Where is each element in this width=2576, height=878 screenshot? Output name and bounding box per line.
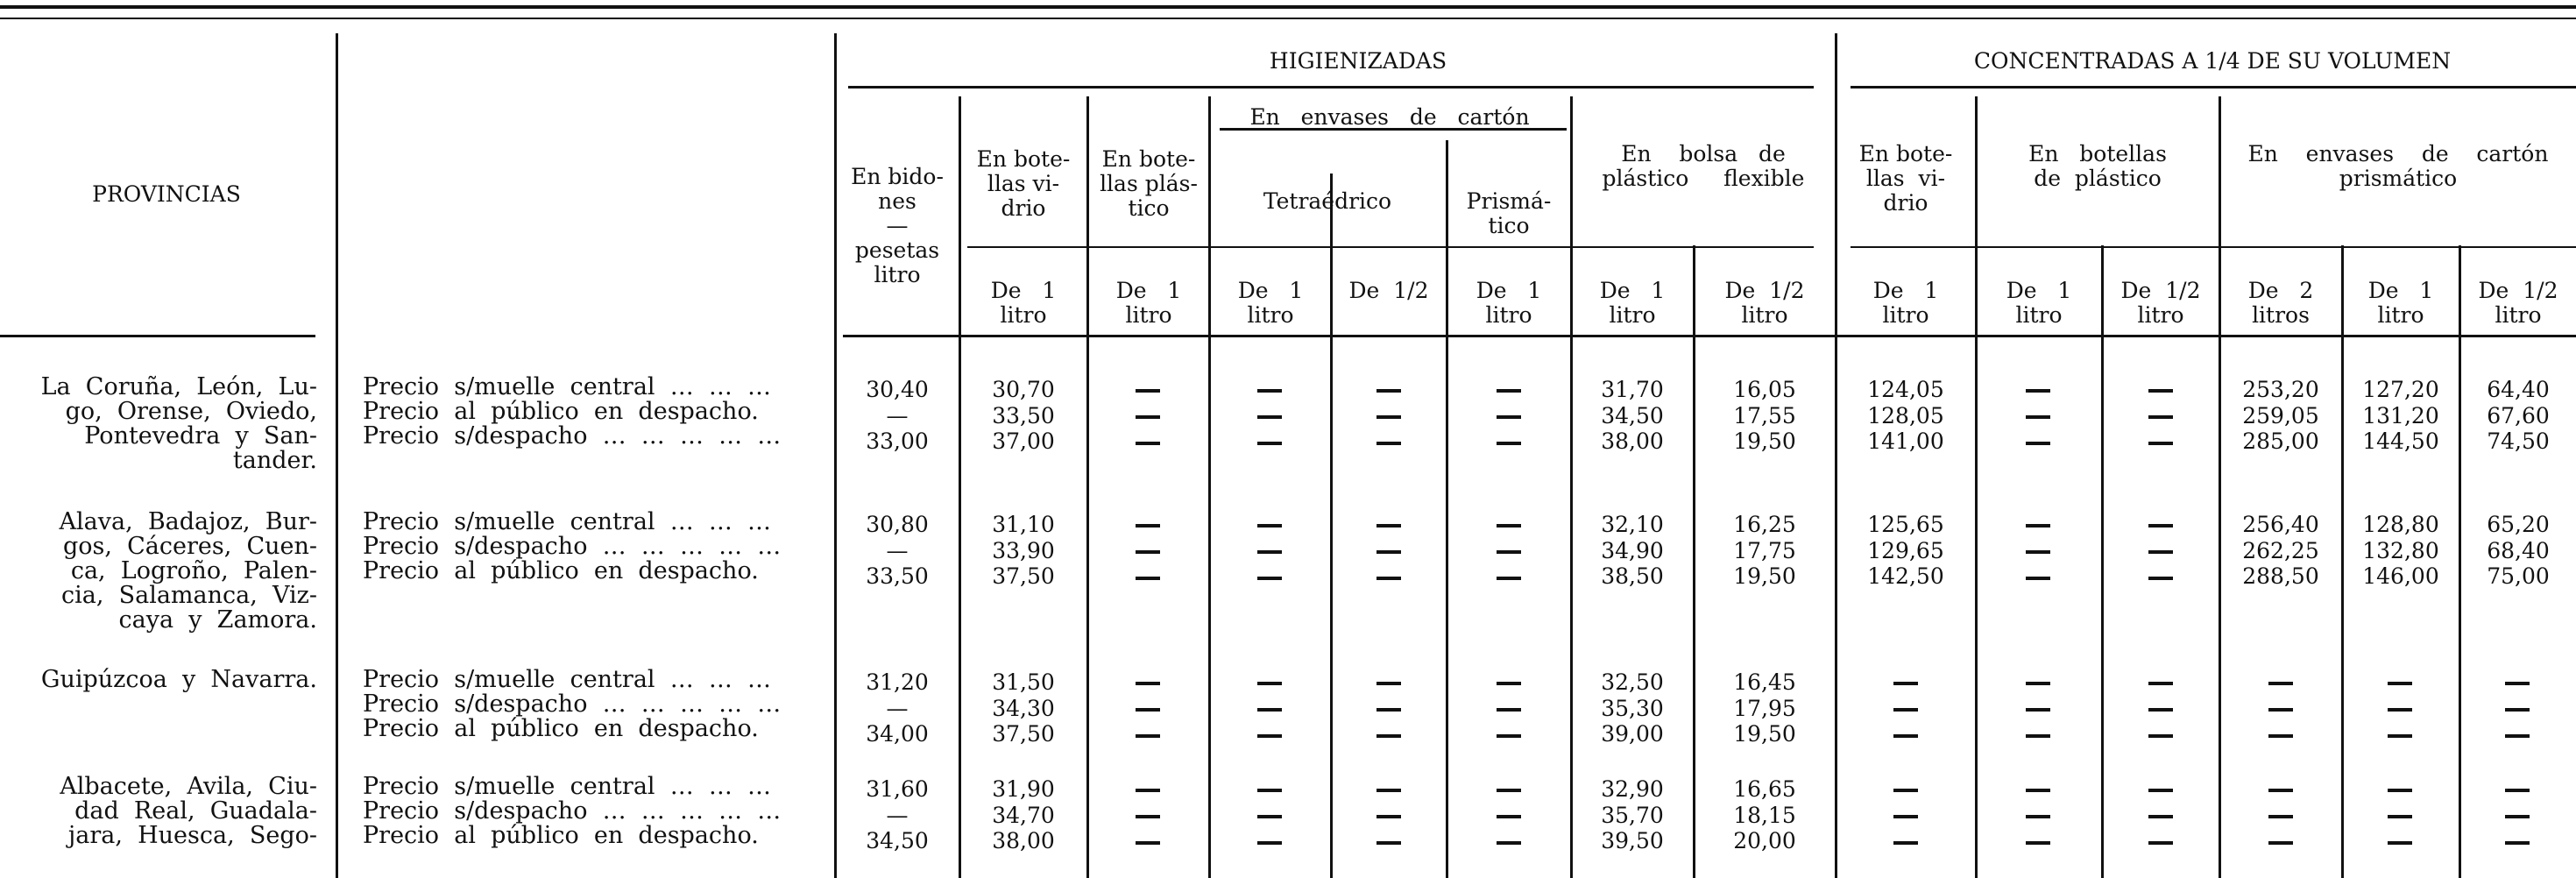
bidones-cell: 30,40 — 33,00 — [866, 377, 929, 454]
empty-dash — [1257, 577, 1282, 580]
top-rule-thin — [0, 18, 2576, 19]
empty-dash — [2026, 815, 2050, 818]
c-bot-vidrio-header: En bote- llas vi- drio — [1858, 141, 1953, 216]
empty-dash — [1893, 708, 1918, 712]
bolsa-half-cell: 16,65 18,15 20,00 — [1733, 776, 1796, 853]
envases-carton-header: En envases de cartón — [1249, 104, 1530, 130]
empty-dash — [1497, 415, 1521, 419]
sub-rule — [1851, 246, 2576, 248]
empty-dash — [1136, 415, 1160, 419]
empty-dash — [2505, 734, 2530, 738]
empty-dash — [2026, 734, 2050, 738]
cc-half-cell: 65,20 68,40 75,00 — [2487, 512, 2550, 589]
sub-header: De 1/2 litro — [1724, 278, 1805, 328]
sub-header: De 1 litro — [1476, 278, 1542, 328]
empty-dash — [1497, 577, 1521, 580]
empty-dash — [2026, 682, 2050, 685]
cc1-cell: 128,80 132,80 146,00 — [2362, 512, 2439, 589]
empty-dash — [2388, 734, 2412, 738]
empty-dash — [2505, 841, 2530, 845]
sub-header: De 1 litro — [990, 278, 1057, 328]
provincia-cell: La Coruña, León, Lu- go, Orense, Oviedo, Pontevedra y San- tander. — [40, 373, 317, 474]
vidrio-cell: 31,10 33,90 37,50 — [992, 512, 1055, 589]
sub-header: De 1/2 litro — [2478, 278, 2558, 328]
cc2-cell: 253,20 259,05 285,00 — [2242, 377, 2319, 454]
empty-dash — [2388, 682, 2412, 685]
empty-dash — [1136, 815, 1160, 818]
bot-plastico-header: En bote- llas plás- tico — [1100, 146, 1198, 221]
empty-dash — [1893, 734, 1918, 738]
empty-dash — [2148, 708, 2173, 712]
empty-dash — [1257, 442, 1282, 445]
empty-dash — [2268, 708, 2293, 712]
empty-dash — [1136, 442, 1160, 445]
empty-dash — [1257, 708, 1282, 712]
bolsa1-cell: 32,50 35,30 39,00 — [1601, 669, 1664, 747]
empty-dash — [2026, 550, 2050, 554]
empty-dash — [2388, 815, 2412, 818]
empty-dash — [1497, 442, 1521, 445]
col-divider — [1446, 140, 1448, 878]
empty-dash — [1497, 682, 1521, 685]
sub-header: De 1 litro — [1115, 278, 1182, 328]
empty-dash — [2026, 841, 2050, 845]
empty-dash — [2148, 524, 2173, 528]
empty-dash — [1376, 815, 1401, 818]
empty-dash — [1136, 708, 1160, 712]
cc1-cell: 127,20 131,20 144,50 — [2362, 377, 2439, 454]
sub-header: De 2 litros — [2247, 278, 2314, 328]
col-divider — [1570, 96, 1573, 878]
empty-dash — [2148, 815, 2173, 818]
conc-rule — [1851, 86, 2576, 89]
empty-dash — [1257, 734, 1282, 738]
empty-dash — [2388, 789, 2412, 792]
bot-vidrio-header: En bote- llas vi- drio — [976, 146, 1071, 221]
col-divider — [834, 33, 837, 878]
bolsa-header: En bolsa de plástico flexible — [1602, 141, 1805, 191]
provincia-cell: Alava, Badajoz, Bur- gos, Cáceres, Cuen- ca, Logroño, Palen- cia, Salamanca, Viz- caya y Zamora. — [59, 508, 317, 634]
empty-dash — [2026, 389, 2050, 393]
empty-dash — [2026, 708, 2050, 712]
hig-rule — [848, 86, 1814, 89]
empty-dash — [1497, 389, 1521, 393]
empty-dash — [1136, 682, 1160, 685]
provincias-header: PROVINCIAS — [92, 181, 241, 207]
provincia-cell: Albacete, Avila, Ciu- dad Real, Guadala- jara, Huesca, Sego- — [60, 773, 317, 849]
empty-dash — [1376, 708, 1401, 712]
higienizadas-header: HIGIENIZADAS — [1269, 48, 1447, 74]
empty-dash — [2268, 789, 2293, 792]
concepto-cell: Precio s/muelle central … … … Precio s/despacho … … … … … Precio al público en despacho. — [363, 666, 782, 742]
bidones-cell: 30,80 — 33,50 — [866, 512, 929, 589]
empty-dash — [2148, 734, 2173, 738]
empty-dash — [1376, 734, 1401, 738]
empty-dash — [2268, 815, 2293, 818]
provincia-cell: Guipúzcoa y Navarra. — [40, 666, 317, 693]
empty-dash — [1497, 550, 1521, 554]
empty-dash — [1136, 841, 1160, 845]
bolsa-half-cell: 16,45 17,95 19,50 — [1733, 669, 1796, 747]
empty-dash — [1497, 708, 1521, 712]
empty-dash — [2148, 789, 2173, 792]
vidrio-cell: 31,50 34,30 37,50 — [992, 669, 1055, 747]
empty-dash — [2026, 415, 2050, 419]
cv1-cell: 124,05 128,05 141,00 — [1867, 377, 1944, 454]
empty-dash — [1257, 789, 1282, 792]
col-divider — [336, 33, 338, 878]
sub-header: De 1 litro — [1599, 278, 1666, 328]
sub-rule — [1220, 246, 1567, 248]
empty-dash — [1376, 789, 1401, 792]
empty-dash — [2148, 550, 2173, 554]
empty-dash — [1893, 789, 1918, 792]
empty-dash — [1257, 841, 1282, 845]
empty-dash — [1257, 815, 1282, 818]
empty-dash — [1497, 841, 1521, 845]
empty-dash — [2148, 841, 2173, 845]
c-bot-plastico-header: En botellas de plástico — [2028, 141, 2167, 191]
empty-dash — [2505, 682, 2530, 685]
empty-dash — [1893, 815, 1918, 818]
empty-dash — [2026, 577, 2050, 580]
bidones-cell: 31,60 — 34,50 — [866, 776, 929, 853]
empty-dash — [1376, 389, 1401, 393]
empty-dash — [1136, 577, 1160, 580]
empty-dash — [1893, 841, 1918, 845]
empty-dash — [1893, 682, 1918, 685]
bolsa-half-cell: 16,05 17,55 19,50 — [1733, 377, 1796, 454]
empty-dash — [1376, 415, 1401, 419]
bidones-header: En bido- nes — pesetas litro — [851, 164, 944, 287]
empty-dash — [1497, 734, 1521, 738]
sub-header: De 1 litro — [2367, 278, 2434, 328]
empty-dash — [2026, 524, 2050, 528]
empty-dash — [2388, 708, 2412, 712]
empty-dash — [1257, 550, 1282, 554]
bolsa-half-cell: 16,25 17,75 19,50 — [1733, 512, 1796, 589]
empty-dash — [1136, 550, 1160, 554]
empty-dash — [1257, 389, 1282, 393]
bolsa1-cell: 32,10 34,90 38,50 — [1601, 512, 1664, 589]
empty-dash — [2148, 389, 2173, 393]
empty-dash — [1136, 389, 1160, 393]
sub-header: De 1 litro — [1872, 278, 1939, 328]
empty-dash — [1497, 789, 1521, 792]
bidones-cell: 31,20 — 34,00 — [866, 669, 929, 747]
concepto-cell: Precio s/muelle central … … … Precio s/despacho … … … … … Precio al público en despacho. — [363, 508, 782, 584]
empty-dash — [2505, 708, 2530, 712]
empty-dash — [2148, 682, 2173, 685]
concentradas-header: CONCENTRADAS A 1/4 DE SU VOLUMEN — [1973, 48, 2452, 74]
empty-dash — [1136, 524, 1160, 528]
empty-dash — [1136, 789, 1160, 792]
empty-dash — [1376, 841, 1401, 845]
concepto-cell: Precio s/muelle central … … … Precio al público en despacho. Precio s/despacho … … … … … — [363, 373, 782, 450]
empty-dash — [2505, 815, 2530, 818]
concepto-cell: Precio s/muelle central … … … Precio s/despacho … … … … … Precio al público en despacho. — [363, 773, 782, 849]
prismatico-header: Prismá- tico — [1466, 188, 1552, 238]
empty-dash — [1497, 815, 1521, 818]
empty-dash — [1257, 415, 1282, 419]
col-divider — [2219, 96, 2221, 878]
header-bottom-rule — [843, 335, 2576, 337]
header-bottom-rule — [0, 335, 315, 337]
bolsa1-cell: 32,90 35,70 39,50 — [1601, 776, 1664, 853]
empty-dash — [1257, 524, 1282, 528]
col-divider — [2101, 245, 2104, 878]
empty-dash — [2148, 415, 2173, 419]
empty-dash — [1376, 577, 1401, 580]
empty-dash — [2268, 682, 2293, 685]
empty-dash — [2268, 841, 2293, 845]
empty-dash — [2148, 577, 2173, 580]
empty-dash — [2268, 734, 2293, 738]
empty-dash — [1376, 682, 1401, 685]
bolsa1-cell: 31,70 34,50 38,00 — [1601, 377, 1664, 454]
cv1-cell: 125,65 129,65 142,50 — [1867, 512, 1944, 589]
cc2-cell: 256,40 262,25 288,50 — [2242, 512, 2319, 589]
c-carton-header: En envases de cartón prismático — [2247, 141, 2549, 191]
empty-dash — [2388, 841, 2412, 845]
empty-dash — [1497, 524, 1521, 528]
vidrio-cell: 31,90 34,70 38,00 — [992, 776, 1055, 853]
sub-header: De 1 litro — [2006, 278, 2072, 328]
empty-dash — [2026, 789, 2050, 792]
sub-header: De 1 litro — [1237, 278, 1304, 328]
tetraedrico-header: Tetraédrico — [1263, 188, 1392, 214]
empty-dash — [2148, 442, 2173, 445]
vidrio-cell: 30,70 33,50 37,00 — [992, 377, 1055, 454]
empty-dash — [1257, 682, 1282, 685]
empty-dash — [2505, 789, 2530, 792]
empty-dash — [1136, 734, 1160, 738]
empty-dash — [1376, 550, 1401, 554]
empty-dash — [1376, 524, 1401, 528]
sub-header: De 1/2 — [1348, 278, 1429, 303]
cc-half-cell: 64,40 67,60 74,50 — [2487, 377, 2550, 454]
sub-header: De 1/2 litro — [2120, 278, 2201, 328]
top-rule-thick — [0, 5, 2576, 9]
col-divider — [1975, 96, 1978, 878]
empty-dash — [1376, 442, 1401, 445]
empty-dash — [2026, 442, 2050, 445]
